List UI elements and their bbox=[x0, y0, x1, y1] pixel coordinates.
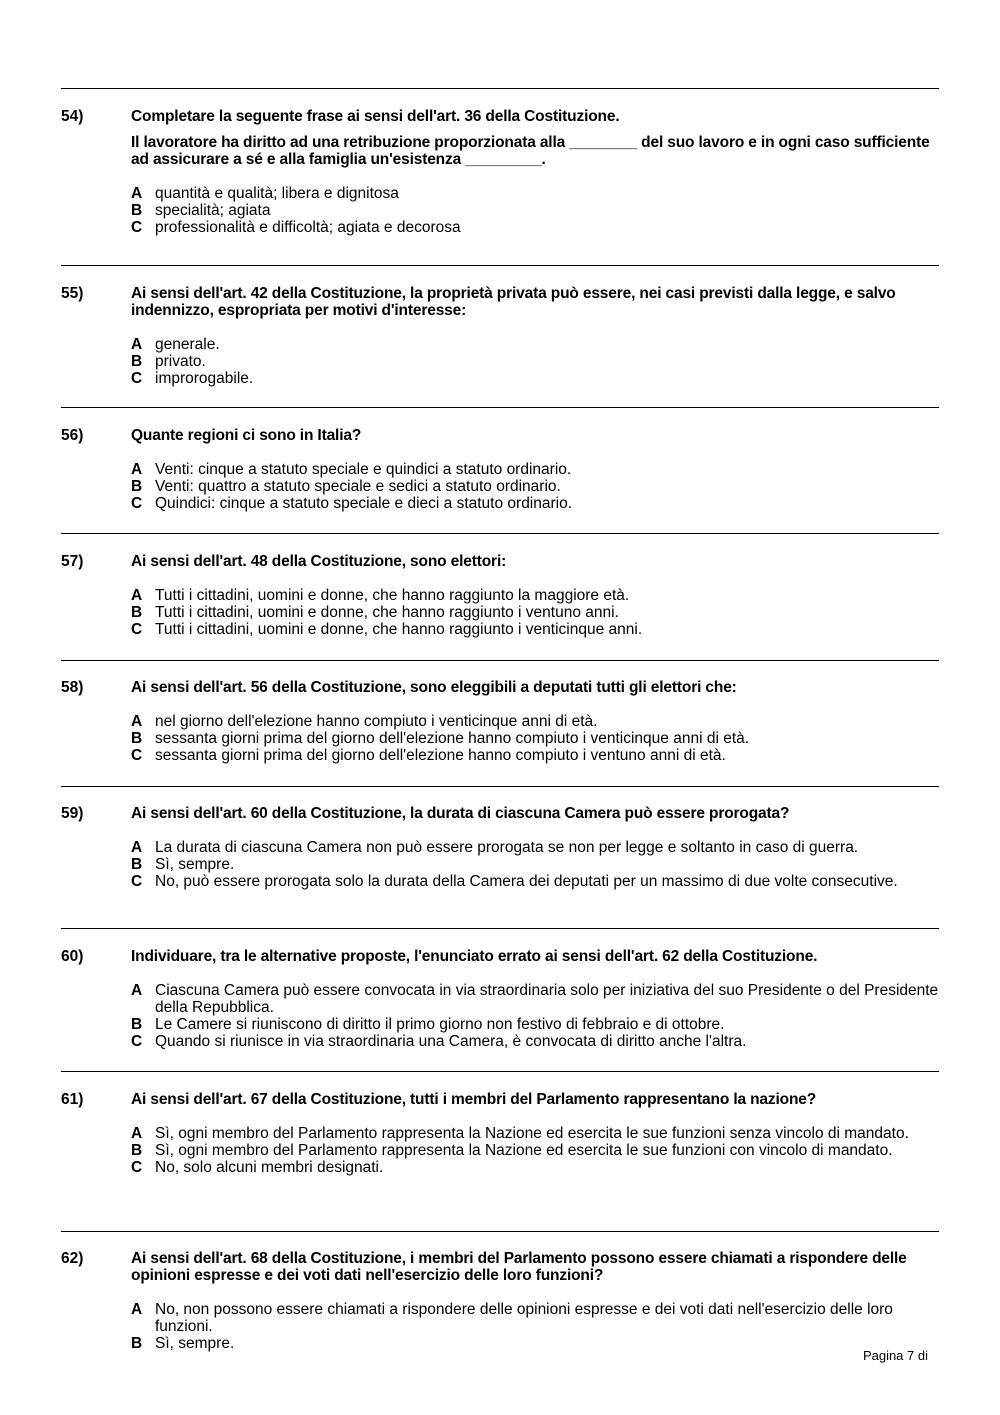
answer-option-c[interactable] bbox=[131, 370, 939, 387]
option-text: Sì, ogni membro del Parlamento rappresenta la Nazione ed esercita le sue funzioni senza vincolo di mandato. bbox=[155, 1125, 909, 1142]
question-60 bbox=[61, 948, 939, 1050]
option-letter: C bbox=[131, 621, 143, 638]
option-text: generale. bbox=[155, 336, 220, 353]
question-number: 54) bbox=[61, 108, 84, 125]
answer-option-c[interactable] bbox=[131, 747, 939, 764]
answer-options bbox=[131, 587, 939, 638]
answer-option-a[interactable] bbox=[131, 839, 939, 856]
question-62 bbox=[61, 1250, 939, 1352]
question-number: 60) bbox=[61, 948, 84, 965]
answer-option-b[interactable] bbox=[131, 730, 939, 747]
option-letter: A bbox=[131, 713, 143, 730]
question-text: Ai sensi dell'art. 56 della Costituzione, sono eleggibili a deputati tutti gli elettori che: bbox=[131, 679, 737, 696]
answer-option-a[interactable] bbox=[131, 1125, 939, 1142]
option-text: quantità e qualità; libera e dignitosa bbox=[155, 185, 399, 202]
option-letter: B bbox=[131, 856, 143, 873]
answer-option-c[interactable] bbox=[131, 495, 939, 512]
option-text: Quindici: cinque a statuto speciale e dieci a statuto ordinario. bbox=[155, 495, 573, 512]
option-letter: A bbox=[131, 1301, 143, 1318]
answer-options bbox=[131, 336, 939, 387]
answer-options bbox=[131, 713, 939, 764]
answer-option-b[interactable] bbox=[131, 604, 939, 621]
question-separator bbox=[61, 786, 939, 787]
answer-option-a[interactable] bbox=[131, 461, 939, 478]
answer-option-b[interactable] bbox=[131, 1016, 939, 1033]
option-text: No, non possono essere chiamati a rispondere delle opinioni espresse e dei voti dati nell'esercizio delle loro funzioni. bbox=[155, 1301, 893, 1335]
option-text: Le Camere si riuniscono di diritto il primo giorno non festivo di febbraio e di ottobre. bbox=[155, 1016, 725, 1033]
answer-option-b[interactable] bbox=[131, 1335, 939, 1352]
option-text: Tutti i cittadini, uomini e donne, che hanno raggiunto la maggiore età. bbox=[155, 587, 630, 604]
option-text: La durata di ciascuna Camera non può essere prorogata se non per legge e soltanto in caso di guerra. bbox=[155, 839, 859, 856]
question-separator bbox=[61, 533, 939, 534]
question-separator bbox=[61, 265, 939, 266]
option-letter: A bbox=[131, 461, 143, 478]
option-text: privato. bbox=[155, 353, 206, 370]
question-55 bbox=[61, 285, 939, 387]
option-letter: B bbox=[131, 1142, 143, 1159]
option-text: Sì, sempre. bbox=[155, 1335, 235, 1352]
question-text: Ai sensi dell'art. 60 della Costituzione, la durata di ciascuna Camera può essere prorogata? bbox=[131, 805, 790, 822]
option-letter: B bbox=[131, 353, 143, 370]
question-number: 61) bbox=[61, 1091, 84, 1108]
option-letter: C bbox=[131, 747, 143, 764]
question-text: Ai sensi dell'art. 68 della Costituzione, i membri del Parlamento possono essere chiamati a rispondere delle opinioni espresse e dei voti dati nell'esercizio delle loro funzioni? bbox=[131, 1250, 907, 1284]
option-letter: C bbox=[131, 370, 143, 387]
answer-options bbox=[131, 185, 939, 236]
option-text: Sì, ogni membro del Parlamento rappresenta la Nazione ed esercita le sue funzioni con vincolo di mandato. bbox=[155, 1142, 893, 1159]
answer-option-a[interactable] bbox=[131, 587, 939, 604]
question-separator bbox=[61, 928, 939, 929]
option-text: Tutti i cittadini, uomini e donne, che hanno raggiunto i ventuno anni. bbox=[155, 604, 619, 621]
answer-options bbox=[131, 1125, 939, 1176]
question-number: 62) bbox=[61, 1250, 84, 1267]
option-letter: A bbox=[131, 839, 143, 856]
answer-option-c[interactable] bbox=[131, 1033, 939, 1050]
option-text: Venti: quattro a statuto speciale e sedici a statuto ordinario. bbox=[155, 478, 561, 495]
option-letter: A bbox=[131, 185, 143, 202]
answer-option-b[interactable] bbox=[131, 353, 939, 370]
option-letter: B bbox=[131, 202, 143, 219]
question-text: Ai sensi dell'art. 67 della Costituzione, tutti i membri del Parlamento rappresentano la nazione? bbox=[131, 1091, 817, 1108]
option-text: professionalità e difficoltà; agiata e decorosa bbox=[155, 219, 461, 236]
answer-option-c[interactable] bbox=[131, 219, 939, 236]
question-54 bbox=[61, 108, 939, 236]
question-text: Quante regioni ci sono in Italia? bbox=[131, 427, 362, 444]
option-letter: C bbox=[131, 495, 143, 512]
option-letter: B bbox=[131, 604, 143, 621]
option-text: nel giorno dell'elezione hanno compiuto i venticinque anni di età. bbox=[155, 713, 598, 730]
answer-option-a[interactable] bbox=[131, 982, 939, 1016]
option-text: No, solo alcuni membri designati. bbox=[155, 1159, 384, 1176]
question-sentence: Il lavoratore ha diritto ad una retribuzione proporzionata alla ________ del suo lavoro e in ogni caso sufficiente ad assicurare a sé e alla famiglia un'esistenza _________. bbox=[131, 134, 930, 168]
question-separator bbox=[61, 88, 939, 89]
answer-options bbox=[131, 461, 939, 512]
question-number: 56) bbox=[61, 427, 84, 444]
answer-option-b[interactable] bbox=[131, 1142, 939, 1159]
question-number: 55) bbox=[61, 285, 84, 302]
option-text: Quando si riunisce in via straordinaria una Camera, è convocata di diritto anche l'altra. bbox=[155, 1033, 747, 1050]
option-text: specialità; agiata bbox=[155, 202, 271, 219]
answer-option-c[interactable] bbox=[131, 873, 939, 890]
option-text: improrogabile. bbox=[155, 370, 254, 387]
option-letter: B bbox=[131, 1335, 143, 1352]
option-text: sessanta giorni prima del giorno dell'elezione hanno compiuto i venticinque anni di età. bbox=[155, 730, 750, 747]
question-separator bbox=[61, 1231, 939, 1232]
option-letter: A bbox=[131, 336, 143, 353]
answer-options bbox=[131, 982, 939, 1050]
option-text: Tutti i cittadini, uomini e donne, che hanno raggiunto i venticinque anni. bbox=[155, 621, 643, 638]
answer-option-c[interactable] bbox=[131, 1159, 939, 1176]
option-letter: C bbox=[131, 1033, 143, 1050]
option-text: Sì, sempre. bbox=[155, 856, 235, 873]
option-letter: C bbox=[131, 873, 143, 890]
option-text: sessanta giorni prima del giorno dell'elezione hanno compiuto i ventuno anni di età. bbox=[155, 747, 726, 764]
answer-option-b[interactable] bbox=[131, 202, 939, 219]
question-separator bbox=[61, 407, 939, 408]
answer-options bbox=[131, 839, 939, 890]
question-59 bbox=[61, 805, 939, 890]
question-number: 59) bbox=[61, 805, 84, 822]
question-text: Ai sensi dell'art. 42 della Costituzione, la proprietà privata può essere, nei casi previsti dalla legge, e salvo indennizzo, espropriata per motivi d'interesse: bbox=[131, 285, 896, 319]
answer-option-b[interactable] bbox=[131, 478, 939, 495]
question-number: 57) bbox=[61, 553, 84, 570]
question-56 bbox=[61, 427, 939, 512]
option-letter: C bbox=[131, 1159, 143, 1176]
question-text: Ai sensi dell'art. 48 della Costituzione, sono elettori: bbox=[131, 553, 507, 570]
question-58 bbox=[61, 679, 939, 764]
question-text: Completare la seguente frase ai sensi dell'art. 36 della Costituzione. bbox=[131, 108, 620, 125]
answer-option-c[interactable] bbox=[131, 621, 939, 638]
option-text: No, può essere prorogata solo la durata della Camera dei deputati per un massimo di due volte consecutive. bbox=[155, 873, 898, 890]
question-separator bbox=[61, 1071, 939, 1072]
option-letter: C bbox=[131, 219, 143, 236]
answer-option-a[interactable] bbox=[131, 336, 939, 353]
option-letter: A bbox=[131, 587, 143, 604]
answer-options bbox=[131, 1301, 939, 1352]
answer-option-a[interactable] bbox=[131, 185, 939, 202]
option-text: Venti: cinque a statuto speciale e quindici a statuto ordinario. bbox=[155, 461, 572, 478]
option-letter: B bbox=[131, 478, 143, 495]
option-text: Ciascuna Camera può essere convocata in via straordinaria solo per iniziativa del suo Presidente o del Presidente della Repubblica. bbox=[155, 982, 939, 1016]
question-text: Individuare, tra le alternative proposte, l'enunciato errato ai sensi dell'art. 62 della Costituzione. bbox=[131, 948, 818, 965]
option-letter: A bbox=[131, 982, 143, 999]
question-57 bbox=[61, 553, 939, 638]
option-letter: B bbox=[131, 730, 143, 747]
question-separator bbox=[61, 660, 939, 661]
answer-option-a[interactable] bbox=[131, 1301, 939, 1335]
answer-option-b[interactable] bbox=[131, 856, 939, 873]
question-61 bbox=[61, 1091, 939, 1176]
option-letter: A bbox=[131, 1125, 143, 1142]
question-number: 58) bbox=[61, 679, 84, 696]
option-letter: B bbox=[131, 1016, 143, 1033]
answer-option-a[interactable] bbox=[131, 713, 939, 730]
page-number: Pagina 7 di bbox=[862, 1348, 928, 1363]
